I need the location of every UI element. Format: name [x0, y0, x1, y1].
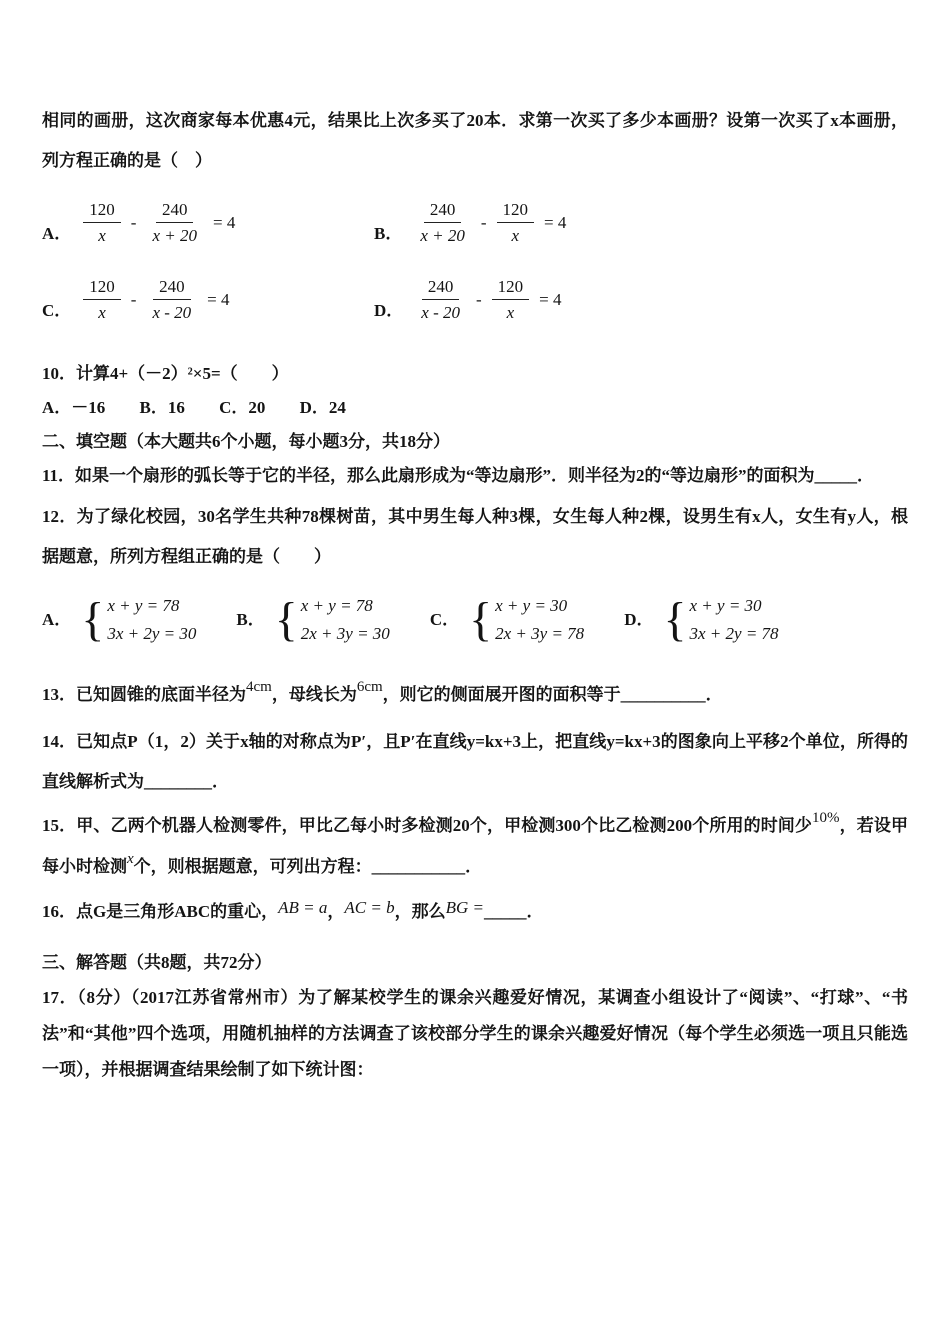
q9-option-b-fraction-2 — [497, 199, 535, 246]
q15-text-1: 15．甲、乙两个机器人检测零件，甲比乙每小时多检测20个，甲检测300个比乙检测200个所用的时间少 — [42, 816, 813, 835]
q9-options-row-1 — [42, 199, 908, 246]
q13-text-1: 13．已知圆锥的底面半径为 — [42, 685, 246, 704]
q13-radius-value: 4cm — [246, 679, 272, 695]
q12-stem-text: 12．为了绿化校园，30名学生共种78棵树苗，其中男生每人种3棵，女生每人种2棵，设男生有x人，女生有y人，根据题意，所列方程组正确的是（ ） — [42, 507, 908, 566]
q9-stem — [42, 101, 908, 181]
left-brace: { — [274, 593, 298, 646]
q16-text-1: 16．点G是三角形ABC的重心， — [42, 902, 279, 921]
q12-options-row — [42, 591, 908, 649]
q12-option-b — [236, 591, 389, 649]
equals-value: = 4 — [212, 212, 236, 232]
q15-variable-x: x — [127, 851, 134, 867]
q12-option-b-label: B． — [236, 610, 265, 629]
q9-option-a-fraction-1 — [83, 199, 121, 246]
fraction-denominator: x - 20 — [421, 303, 460, 322]
equation-2: 3x + 2y = 30 — [107, 624, 197, 643]
equation-system — [301, 592, 390, 648]
q16-text-2: ，那么 — [394, 902, 446, 921]
equation-1: x + y = 78 — [107, 596, 180, 615]
fraction-denominator: x — [506, 303, 515, 322]
equation-1: x + y = 78 — [300, 596, 373, 615]
q10-option-b: B．16 — [139, 398, 185, 417]
q9-option-d-fraction-2 — [492, 276, 530, 323]
fraction-numerator: 120 — [497, 199, 535, 223]
question-17 — [42, 980, 908, 1088]
section-2-title: 二、填空题（本大题共6个小题，每小题3分，共18分） — [42, 432, 450, 451]
fraction-denominator: x + 20 — [420, 226, 465, 245]
minus-operator: - — [130, 212, 137, 232]
q9-option-d-fraction-1 — [415, 276, 466, 323]
q9-option-c-fraction-1 — [83, 276, 121, 323]
q9-option-d-label: D． — [374, 301, 404, 320]
question-10 — [42, 357, 908, 391]
equation-system — [107, 592, 196, 648]
q10-stem-text: 10．计算4+（－2）²×5=（ ） — [42, 364, 289, 383]
equation-2: 2x + 3y = 30 — [300, 624, 390, 643]
equation-1: x + y = 30 — [689, 596, 762, 615]
question-16 — [42, 892, 908, 932]
q10-option-c: C．20 — [219, 398, 266, 417]
left-brace: { — [663, 593, 687, 646]
equation-system — [495, 592, 584, 648]
q9-option-a-fraction-2 — [146, 199, 203, 246]
q15-text-3: 个，则根据题意，可列出方程：___________． — [133, 857, 483, 876]
equation-2: 3x + 2y = 78 — [689, 624, 779, 643]
left-brace: { — [469, 593, 493, 646]
q9-options-row-2 — [42, 276, 908, 323]
q12-option-d — [624, 591, 778, 649]
section-2-header — [42, 425, 908, 459]
q9-option-c-fraction-2 — [146, 276, 197, 323]
q16-vector-ac: AC = b — [344, 898, 395, 917]
q11-stem-text: 11．如果一个扇形的弧长等于它的半径，那么此扇形成为“等边扇形”．则半径为2的“等边扇形”的面积为_____． — [42, 466, 875, 485]
q12-option-c — [430, 591, 584, 649]
q9-option-a — [42, 199, 374, 246]
fraction-denominator: x + 20 — [152, 226, 197, 245]
q12-option-c-label: C． — [429, 610, 460, 629]
fraction-numerator: 120 — [83, 199, 121, 223]
section-3-title: 三、解答题（共8题，共72分） — [42, 953, 272, 972]
q9-option-a-label: A． — [42, 224, 72, 243]
section-3-header — [42, 946, 908, 980]
q15-percent-value: 10% — [812, 810, 840, 826]
fraction-denominator: x — [511, 226, 520, 245]
fraction-numerator: 120 — [83, 276, 121, 300]
q16-blank: _____． — [483, 902, 544, 921]
question-12 — [42, 497, 908, 577]
q9-option-b-label: B． — [374, 224, 403, 243]
question-13 — [42, 675, 908, 716]
question-11 — [42, 459, 908, 493]
q12-option-a — [42, 591, 196, 649]
q10-option-a: A．－16 — [42, 398, 106, 417]
q9-stem-text: 相同的画册，这次商家每本优惠4元，结果比上次多买了20本．求第一次买了多少本画册？设第一次买了x本画册，列方程正确的是（ ） — [42, 111, 908, 170]
question-14 — [42, 722, 908, 802]
q13-text-2: ，母线长为 — [271, 685, 357, 704]
fraction-denominator: x — [98, 303, 106, 322]
q9-option-d — [374, 276, 562, 323]
fraction-numerator: 240 — [153, 276, 191, 300]
q9-option-c — [42, 276, 374, 323]
q16-vector-bg: BG = — [445, 898, 484, 917]
q14-stem-text: 14．已知点P（1，2）关于x轴的对称点为P′，且P′在直线y=kx+3上，把直线y=kx+3的图象向上平移2个单位，所得的直线解析式为________． — [42, 732, 908, 791]
q9-option-b-fraction-1 — [414, 199, 471, 246]
fraction-numerator: 240 — [424, 199, 462, 223]
fraction-numerator: 240 — [422, 276, 460, 300]
minus-operator: - — [476, 289, 482, 309]
equals-value: = 4 — [539, 289, 562, 309]
q16-comma: ， — [327, 902, 345, 921]
equation-2: 2x + 3y = 78 — [495, 624, 585, 643]
q16-vector-ab: AB = a — [278, 898, 328, 917]
q12-option-a-label: A． — [42, 610, 72, 629]
q15-text-2: ，若设甲每小时检测 — [42, 816, 909, 876]
fraction-numerator: 240 — [156, 199, 194, 223]
q10-options — [42, 391, 908, 425]
fraction-numerator: 120 — [492, 276, 530, 300]
q10-option-d: D．24 — [299, 398, 346, 417]
q9-option-c-label: C． — [42, 301, 72, 320]
q12-option-d-label: D． — [624, 610, 654, 629]
equals-value: = 4 — [207, 289, 230, 309]
q13-slant-value: 6cm — [356, 679, 383, 695]
q9-option-b — [374, 199, 566, 246]
left-brace: { — [81, 593, 105, 646]
equation-system — [690, 592, 779, 648]
equals-value: = 4 — [544, 212, 567, 232]
fraction-denominator: x - 20 — [152, 303, 192, 322]
minus-operator: - — [480, 212, 487, 232]
q13-text-3: ，则它的侧面展开图的面积等于__________． — [382, 685, 723, 704]
equation-1: x + y = 30 — [495, 596, 568, 615]
q17-stem-text: 17．（8分）（2017江苏省常州市）为了解某校学生的课余兴趣爱好情况，某调查小组设计了“阅读”、“打球”、“书法”和“其他”四个选项，用随机抽样的方法调查了该校部分学生的课余兴趣爱好情况（每个学生必须选一项且只能选一项），并根据调查结果绘制了如下统计图： — [42, 988, 908, 1079]
question-15 — [42, 806, 908, 888]
fraction-denominator: x — [98, 226, 106, 245]
minus-operator: - — [130, 289, 137, 309]
